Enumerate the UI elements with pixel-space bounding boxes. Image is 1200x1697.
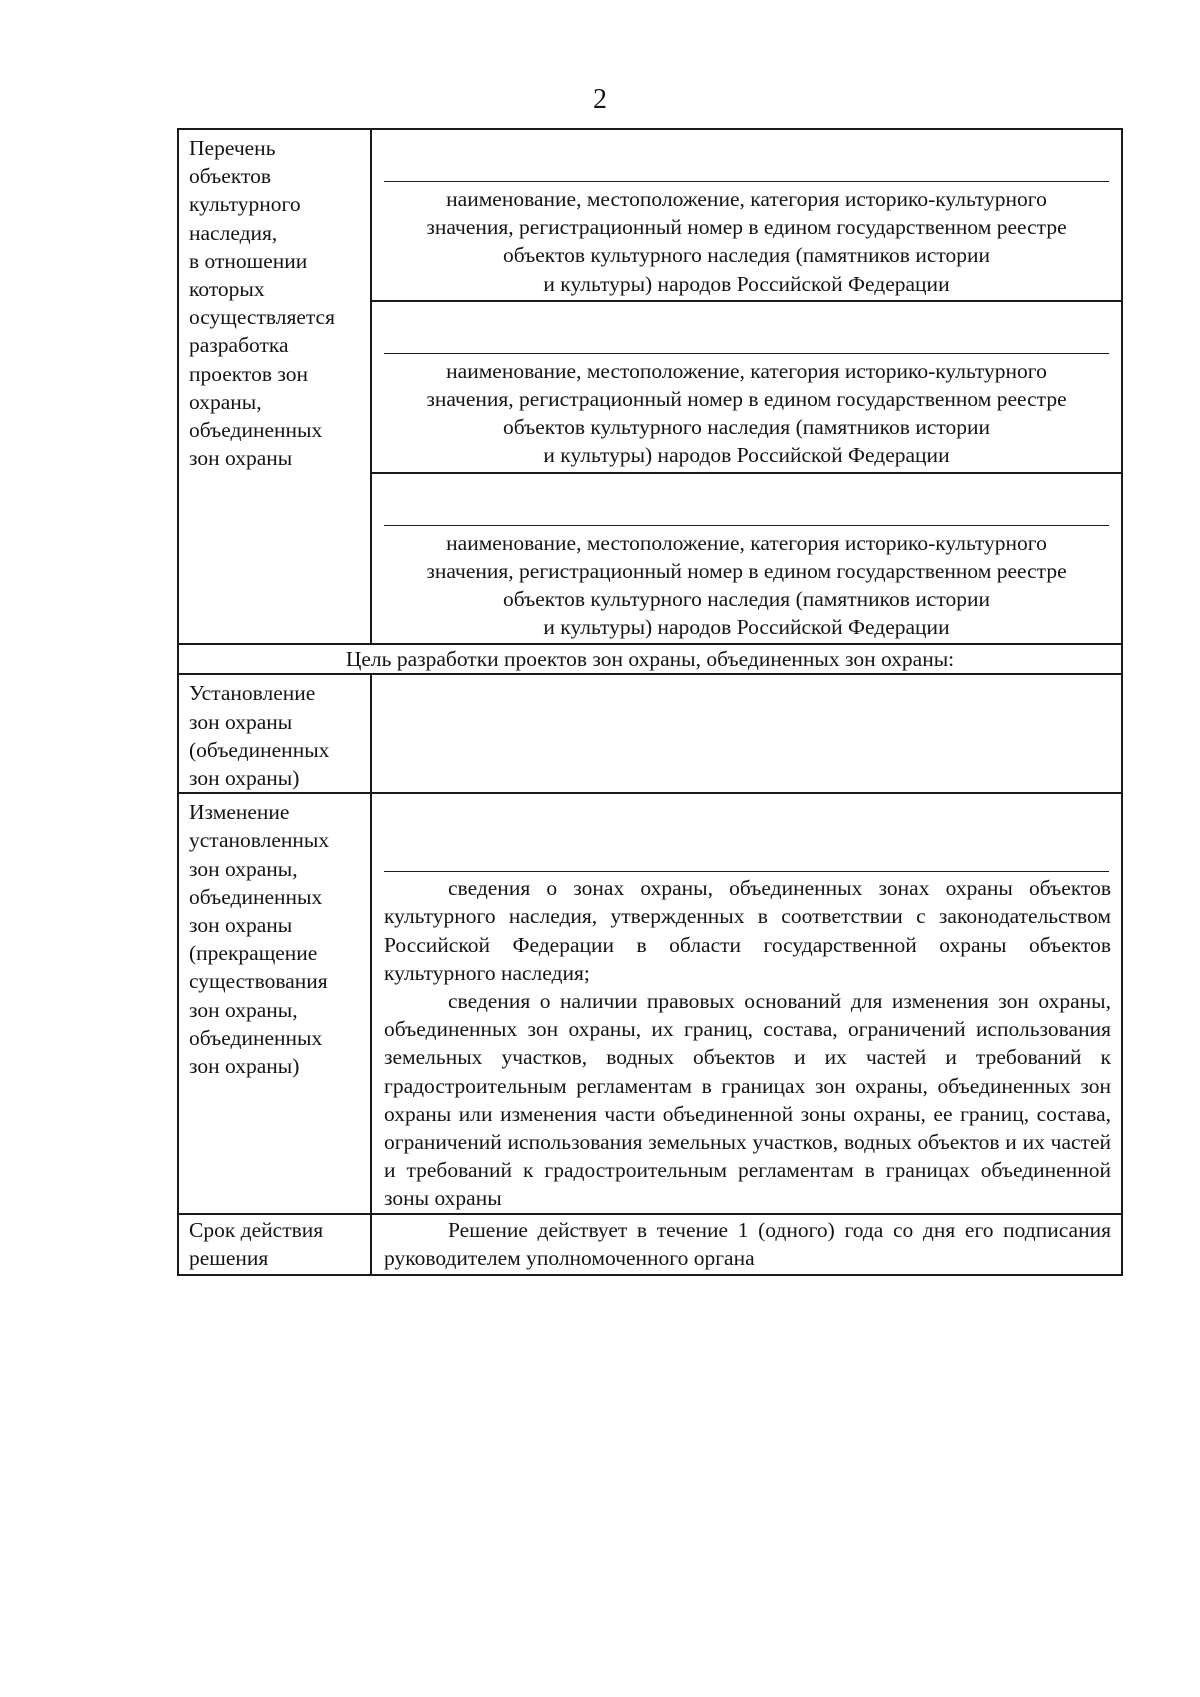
term-row [178,1214,1122,1275]
object-entry-caption-1: наименование, местоположение, категория историко-культурного значения, регистрационный номер в едином государственном реестре объектов культурного наследия (памятников истории и культуры) народов Российской Федерации [426,187,1067,296]
object-entry-caption-2: наименование, местоположение, категория историко-культурного значения, регистрационный номер в едином государственном реестре объектов культурного наследия (памятников истории и культуры) народов Российской Федерации [426,358,1067,468]
fill-line [384,871,1109,872]
object-entry-blank-2[interactable] [372,302,1121,356]
establishment-row [178,674,1122,793]
fill-line [384,353,1109,354]
object-entry-2 [372,302,1121,474]
fill-line [384,181,1109,182]
application-form-table [177,128,1123,1276]
object-entry-caption-3: наименование, местоположение, категория историко-культурного значения, регистрационный номер в едином государственном реестре объектов культурного наследия (памятников истории и культуры) народов Российской Федерации [426,530,1067,640]
establishment-label: Установление зон охраны (объединенных зон охраны) [178,674,371,793]
objects-label: Перечень объектов культурного наследия, в отношении которых осуществляется разработка проектов зон охраны, объединенных зон охраны [178,129,371,644]
object-entry-1 [372,130,1121,302]
change-paragraph-1: сведения о зонах охраны, объединенных зонах охраны объектов культурного наследия, утвержденных в соответствии с законодательством Российской Федерации в области государственной охраны объектов культурного наследия; [384,876,1111,985]
change-cell [371,793,1122,1213]
goal-header: Цель разработки проектов зон охраны, объединенных зон охраны: [178,644,1122,674]
page-number: 2 [593,84,607,115]
objects-row [178,129,1122,644]
objects-list-cell [371,129,1122,644]
change-paragraph-2: сведения о наличии правовых оснований для изменения зон охраны, объединенных зон охраны, их границ, состава, ограничений использования земельных участков, водных объектов и их частей и требований к градостроительным регламентам в границах зон охраны, объединенных зон охраны или изменения части объединенной зоны охраны, ее границ, состава, ограничений использования земельных участков, водных объектов и их частей и требований к градостроительным регламентам в границах объединенной зоны охраны [384,989,1111,1211]
term-text: Решение действует в течение 1 (одного) года со дня его подписания руководителем уполномоченного органа [384,1217,1111,1270]
change-label: Изменение установленных зон охраны, объединенных зон охраны (прекращение существования зон охраны, объединенных зон охраны) [178,793,371,1213]
fill-line [384,525,1109,526]
object-entry-3 [372,474,1121,644]
term-cell [371,1214,1122,1275]
term-label: Срок действия решения [178,1214,371,1275]
object-entry-blank-3[interactable] [372,474,1121,528]
change-row [178,793,1122,1213]
object-entry-blank-1[interactable] [372,130,1121,184]
goal-row [178,644,1122,674]
establishment-field[interactable] [371,674,1122,793]
change-blank-field[interactable] [372,794,1121,874]
